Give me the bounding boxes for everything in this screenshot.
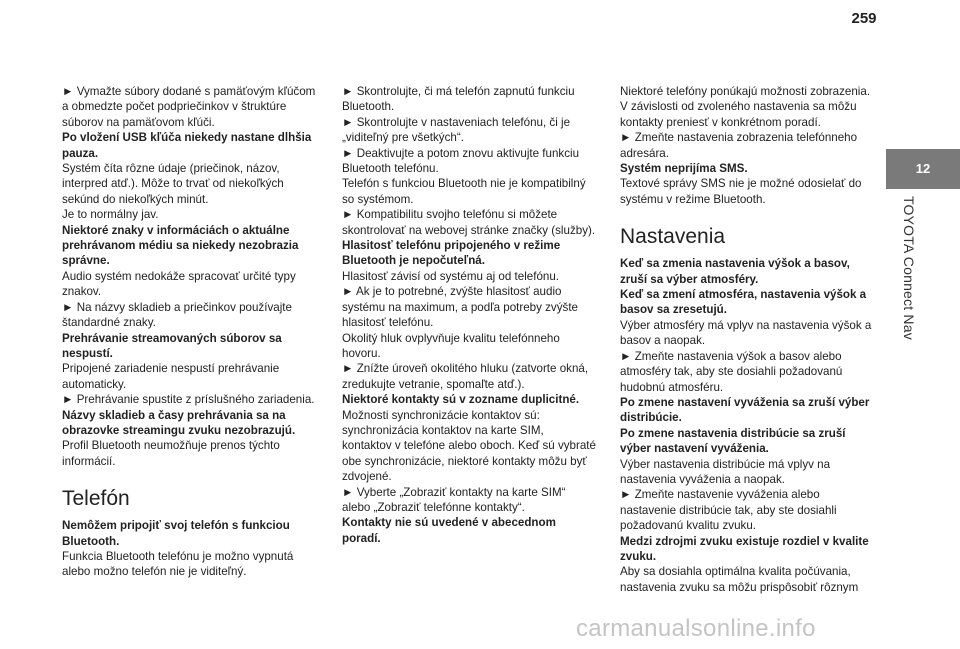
bold-question: Kontakty nie sú uvedené v abecednom poradí. — [342, 516, 556, 545]
bold-question: Keď sa zmení atmosféra, nastavenia výšok a basov sa zresetujú. — [620, 288, 867, 317]
paragraph: Niektoré telefóny ponúkajú možnosti zobrazenia. V závislosti od zvoleného nastavenia sa môžu kontakty preniesť v konkrétnom poradí. — [620, 85, 871, 129]
paragraph: Je to normálny jav. — [62, 208, 159, 222]
chapter-label: TOYOTA Connect Nav — [901, 196, 917, 340]
bold-question: Názvy skladieb a časy prehrávania sa na obrazovke streamingu zvuku nezobrazujú. — [62, 408, 296, 437]
paragraph: Audio systém nedokáže spracovať určité typy znakov. — [62, 269, 296, 299]
paragraph: ► Ak je to potrebné, zvýšte hlasitosť audio systému na maximum, a podľa potreby zvýšte hlasitosť telefónu. — [342, 285, 578, 330]
paragraph: ► Prehrávanie spustite z príslušného zariadenia. — [62, 393, 315, 407]
paragraph: Pripojené zariadenie nespustí prehrávanie automaticky. — [62, 362, 280, 391]
watermark: carmanualsonline.info — [576, 615, 816, 642]
bold-question: Po zmene nastavení vyváženia sa zruší výber distribúcie. — [620, 395, 870, 425]
paragraph: Systém číta rôzne údaje (priečinok, názov, interpred atď.). Môže to trvať od niekoľkých sekúnd do niekoľkých minút. — [62, 162, 284, 206]
paragraph: ► Zmeňte nastavenia zobrazenia telefónneho adresára. — [620, 131, 858, 160]
paragraph: Funkcia Bluetooth telefónu je možno vypnutá alebo možno telefón nie je viditeľný. — [62, 549, 294, 579]
bold-question: Medzi zdrojmi zvuku existuje rozdiel v kvalite zvuku. — [620, 534, 869, 563]
paragraph: ► Skontrolujte, či má telefón zapnutú funkciu Bluetooth. — [342, 85, 575, 114]
text-column-2 — [342, 84, 596, 546]
paragraph: Možnosti synchronizácie kontaktov sú: synchronizácia kontaktov na karte SIM, kontaktov v telefóne alebo oboch. Keď sú vybraté obe synchronizácie, niektoré kontakty môžu byť zdvojené. — [342, 408, 596, 484]
bold-question: Po vložení USB kľúča niekedy nastane dlhšia pauza. — [62, 131, 312, 160]
section-heading: Telefón — [62, 487, 130, 511]
paragraph: Textové správy SMS nie je možné odosielať do systému v režime Bluetooth. — [620, 177, 862, 206]
paragraph: ► Kompatibilitu svojho telefónu si môžete skontrolovať na webovej stránke značky (služby). — [342, 208, 596, 237]
page-number: 259 — [851, 10, 877, 27]
text-column-3 — [620, 84, 874, 595]
chapter-sidebar — [886, 0, 960, 649]
bold-question: Niektoré kontakty sú v zozname duplicitné. — [342, 393, 580, 407]
paragraph: ► Skontrolujte v nastaveniach telefónu, či je „viditeľný pre všetkých“. — [342, 115, 571, 145]
paragraph: Výber atmosféry má vplyv na nastavenia výšok a basov a naopak. — [620, 318, 872, 348]
paragraph: ► Zmeňte nastavenie vyváženia alebo nastavenie distribúcie tak, aby ste dosiahli požadovanú kvalitu zvuku. — [620, 488, 837, 533]
bold-question: Po zmene nastavenia distribúcie sa zruší výber nastavení vyváženia. — [620, 426, 846, 456]
bold-question: Keď sa zmenia nastavenia výšok a basov, zruší sa výber atmosféry. — [620, 257, 850, 286]
paragraph: Telefón s funkciou Bluetooth nie je kompatibilný so systémom. — [342, 177, 586, 206]
paragraph: Okolitý hluk ovplyvňuje kvalitu telefónneho hovoru. — [342, 331, 560, 360]
bold-question: Nemôžem pripojiť svoj telefón s funkciou Bluetooth. — [62, 519, 290, 548]
bold-question: Hlasitosť telefónu pripojeného v režime Bluetooth je nepočuteľná. — [342, 239, 561, 268]
bold-question: Prehrávanie streamovaných súborov sa nespustí. — [62, 331, 282, 360]
paragraph: Aby sa dosiahla optimálna kvalita počúvania, nastavenia zvuku sa môžu prispôsobiť rôznym — [620, 565, 859, 594]
paragraph: ► Deaktivujte a potom znovu aktivujte funkciu Bluetooth telefónu. — [342, 146, 580, 176]
chapter-tab[interactable]: 12 — [886, 149, 960, 189]
bold-question: Niektoré znaky v informáciách o aktuálne prehrávanom médiu sa niekedy nezobrazia správne. — [62, 223, 299, 268]
paragraph: Hlasitosť závisí od systému aj od telefónu. — [342, 269, 560, 283]
text-column-1 — [62, 84, 316, 580]
paragraph: ► Znížte úroveň okolitého hluku (zatvorte okná, zredukujte vetranie, spomaľte atď.). — [342, 362, 589, 391]
paragraph: ► Zmeňte nastavenia výšok a basov alebo atmosféry tak, aby ste dosiahli požadovanú hudobnú atmosféru. — [620, 349, 843, 394]
paragraph: ► Vyberte „Zobraziť kontakty na karte SIM“ alebo „Zobraziť telefónne kontakty“. — [342, 485, 566, 514]
paragraph: Profil Bluetooth neumožňuje prenos týchto informácií. — [62, 439, 280, 468]
paragraph: ► Na názvy skladieb a priečinkov používajte štandardné znaky. — [62, 300, 292, 330]
bold-question: Systém neprijíma SMS. — [620, 162, 748, 176]
paragraph: Výber nastavenia distribúcie má vplyv na nastavenia vyváženia a naopak. — [620, 457, 831, 486]
paragraph: ► Vymažte súbory dodané s pamäťovým kľúčom a obmedzte počet podpriečinkov v štruktúre súborov na pamäťovom kľúči. — [62, 85, 316, 129]
section-heading: Nastavenia — [620, 225, 726, 249]
